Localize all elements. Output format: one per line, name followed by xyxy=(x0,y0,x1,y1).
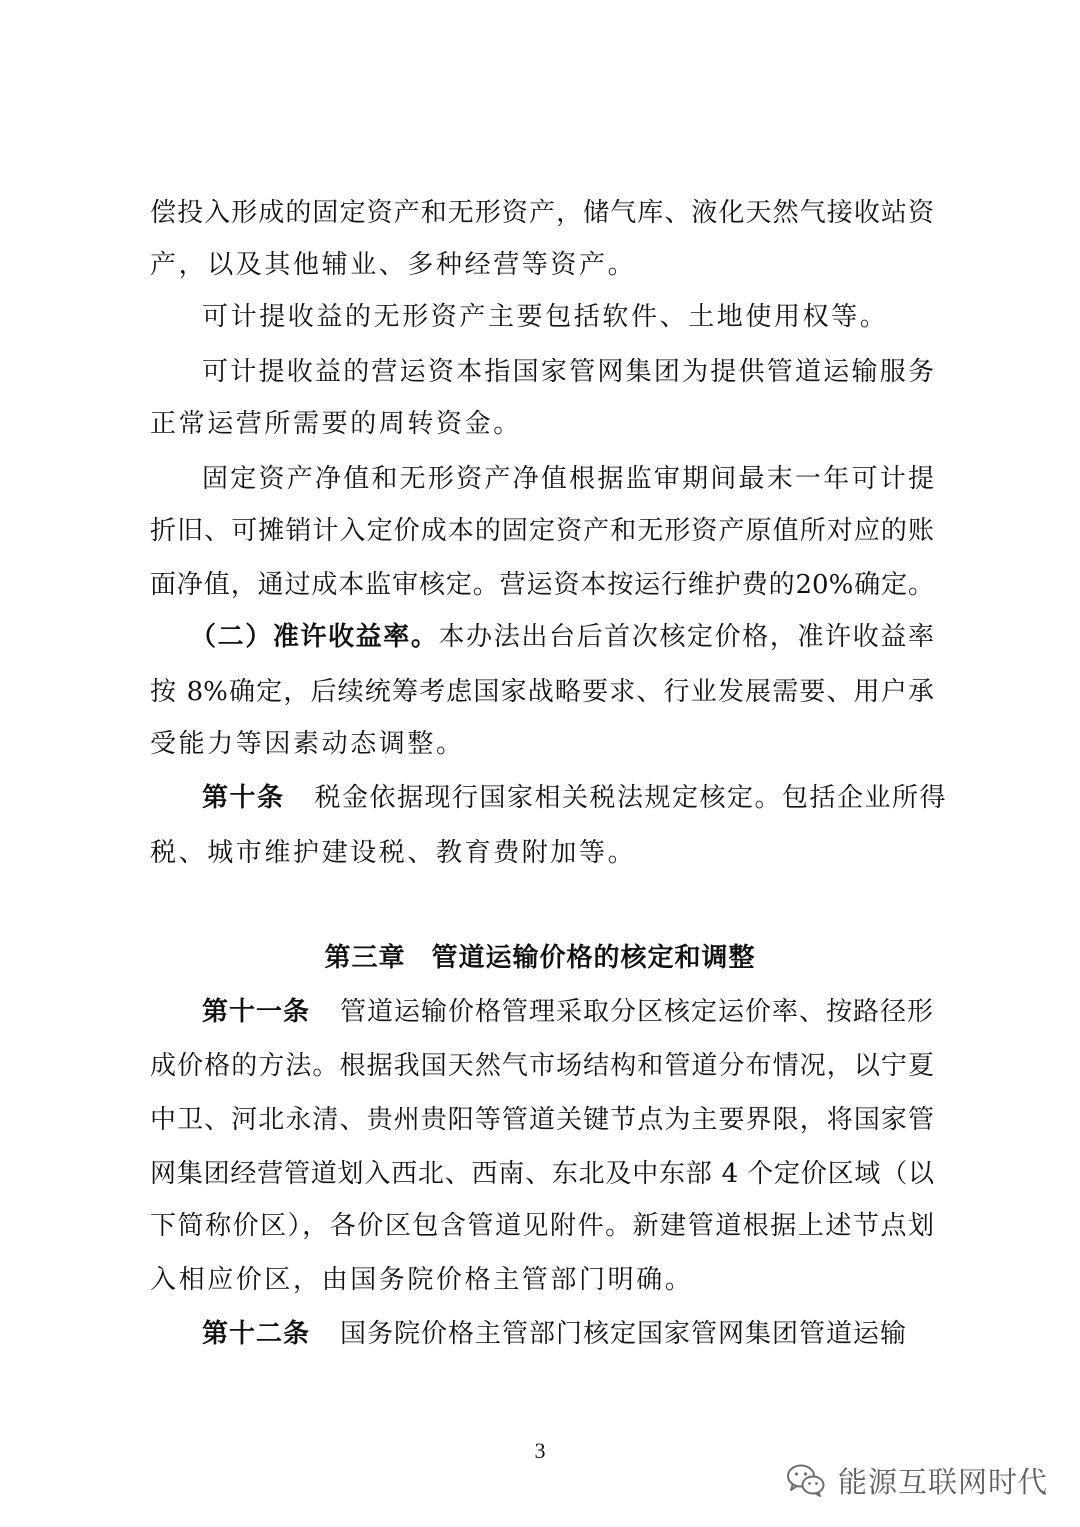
body-line: 按 8%确定，后续统筹考虑国家战略要求、行业发展需要、用户承 xyxy=(150,677,934,707)
paragraph-line: 固定资产净值和无形资产净值根据监审期间最末一年可计提 xyxy=(202,464,934,494)
paragraph-line: 可计提收益的营运资本指国家管网集团为提供管道运输服务 xyxy=(202,357,934,387)
article-line xyxy=(202,778,947,818)
body-line: 入相应价区，由国务院价格主管部门明确。 xyxy=(150,1265,694,1295)
body-line: 面净值，通过成本监审核定。营运资本按运行维护费的20%确定。 xyxy=(150,570,934,600)
body-line: 折旧、可摊销计入定价成本的固定资产和无形资产原值所对应的账 xyxy=(150,516,934,546)
wechat-icon xyxy=(786,1462,826,1498)
chapter-name: 管道运输价格的核定和调整 xyxy=(431,943,756,973)
body-line: 产，以及其他辅业、多种经营等资产。 xyxy=(150,250,637,280)
subsection-heading: （二）准许收益率。 xyxy=(190,622,439,652)
article-text: 税金依据现行国家相关税法规定核定。包括企业所得 xyxy=(314,783,948,813)
body-line: 偿投入形成的固定资产和无形资产，储气库、液化天然气接收站资 xyxy=(150,198,934,228)
paragraph-line xyxy=(190,617,934,657)
article-line xyxy=(202,1314,907,1354)
article-heading: 第十二条 xyxy=(202,1319,311,1349)
body-line: 下简称价区），各价区包含管道见附件。新建管道根据上述节点划 xyxy=(150,1211,934,1241)
body-line: 成价格的方法。根据我国天然气市场结构和管道分布情况，以宁夏 xyxy=(150,1051,934,1081)
chapter-number: 第三章 xyxy=(324,943,406,973)
paragraph-line: 可计提收益的无形资产主要包括软件、土地使用权等。 xyxy=(202,302,889,332)
article-text: 国务院价格主管部门核定国家管网集团管道运输 xyxy=(340,1319,908,1349)
watermark xyxy=(786,1458,1048,1502)
article-text: 管道运输价格管理采取分区核定运价率、按路径形 xyxy=(340,997,935,1027)
watermark-text: 能源互联网时代 xyxy=(837,1464,1048,1499)
paragraph-text: 本办法出台后首次核定价格，准许收益率 xyxy=(438,622,934,652)
article-line xyxy=(202,992,934,1032)
body-line: 税、城市维护建设税、教育费附加等。 xyxy=(150,838,637,868)
body-line: 中卫、河北永清、贵州贵阳等管道关键节点为主要界限，将国家管 xyxy=(150,1105,934,1135)
body-line: 网集团经营管道划入西北、西南、东北及中东部 4 个定价区域（以 xyxy=(150,1159,934,1189)
article-heading: 第十条 xyxy=(202,783,285,813)
article-heading: 第十一条 xyxy=(202,997,311,1027)
body-line: 受能力等因素动态调整。 xyxy=(150,729,465,759)
body-line: 正常运营所需要的周转资金。 xyxy=(150,409,522,439)
chapter-title xyxy=(0,938,1080,978)
page-number: 3 xyxy=(534,1438,546,1463)
